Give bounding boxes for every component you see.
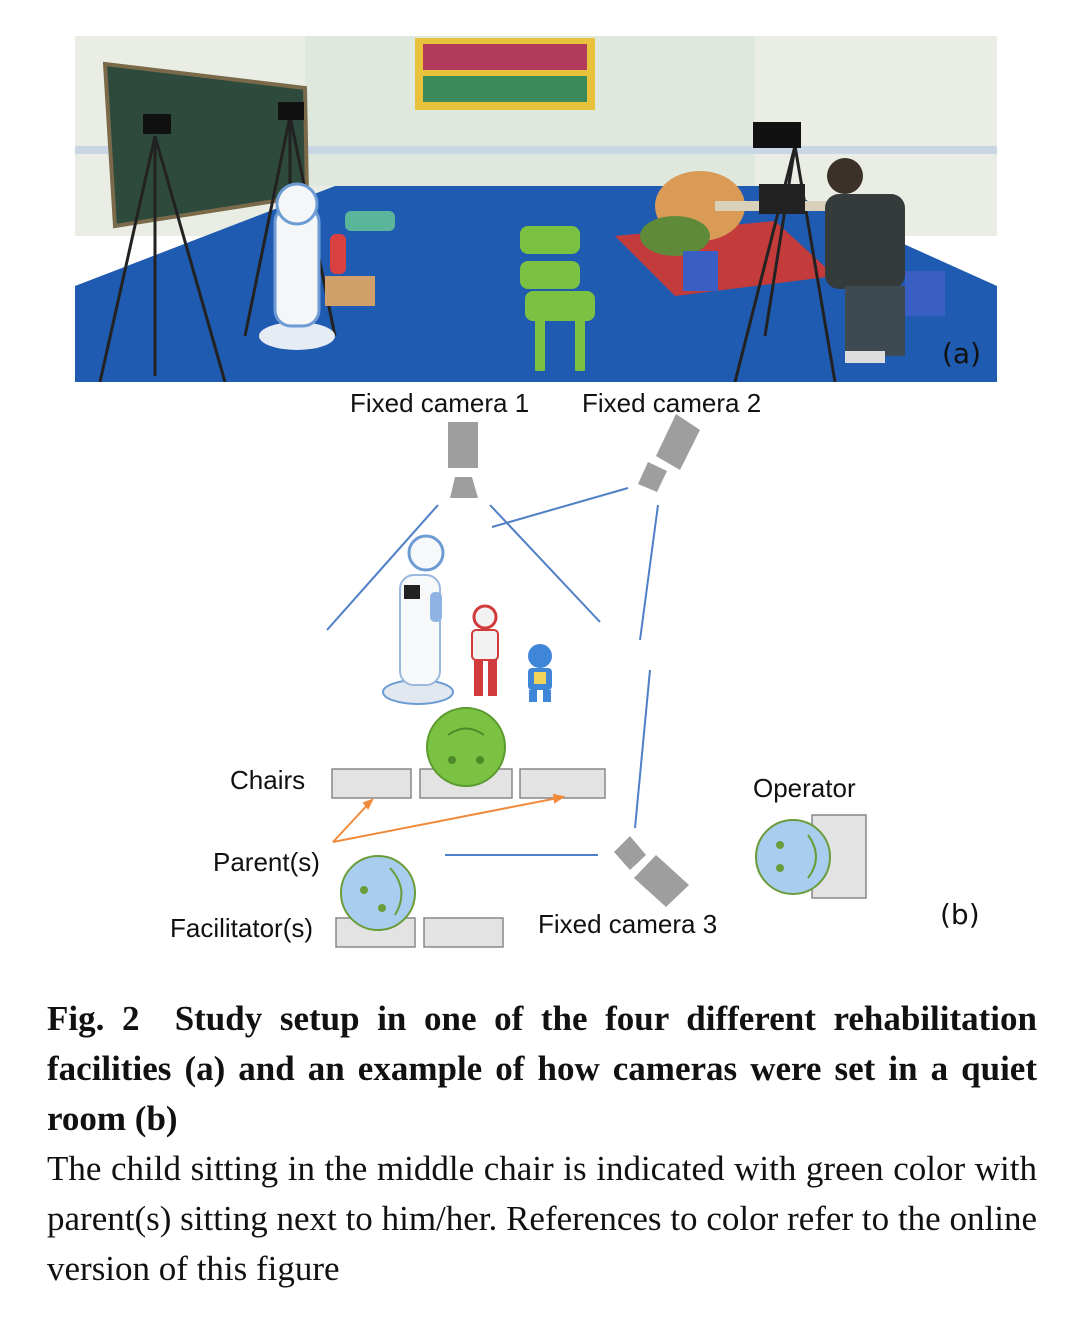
camera3-view-up	[635, 670, 650, 828]
operator-face-icon	[756, 820, 830, 894]
caption-body: The child sitting in the middle chair is indicated with green color with parent(s) sitting next to him/her. References to color refer to the online version of this figure	[47, 1149, 1037, 1288]
robot-blue-icon	[528, 644, 552, 702]
setup-diagram	[0, 382, 1080, 982]
robot-large-icon	[383, 536, 453, 704]
chair-facilitator-right	[424, 918, 503, 947]
fixed-camera-1-icon	[448, 422, 478, 498]
operator-label: Operator	[753, 773, 856, 803]
chair-left	[332, 769, 411, 798]
room-photo-illustration	[75, 36, 997, 382]
figure-caption	[47, 994, 1037, 1294]
facilitators-label: Facilitator(s)	[170, 913, 314, 943]
parents-label: Parent(s)	[213, 847, 320, 877]
caption-title-text: Study setup in one of the four different rehabilitation facilities (a) and an example of how cameras were set in a quiet room (b)	[47, 999, 1037, 1138]
fixed-camera-3-label: Fixed camera 3	[538, 909, 718, 939]
fixed-camera-2-label: Fixed camera 2	[582, 388, 762, 418]
caption-fig-number: Fig. 2	[47, 999, 140, 1038]
facilitator-face-icon	[341, 856, 415, 930]
camera2-view-left	[492, 488, 628, 527]
fixed-camera-2-icon	[638, 414, 700, 492]
fixed-camera-3-icon	[614, 836, 689, 907]
child-face-icon	[427, 708, 505, 786]
room-photo	[75, 36, 997, 382]
setup-diagram-svg	[0, 382, 1080, 982]
camera2-view-down	[640, 505, 658, 640]
chair-right	[520, 769, 605, 798]
chairs-label: Chairs	[230, 765, 306, 795]
fixed-camera-1-label: Fixed camera 1	[350, 388, 530, 418]
panel-label-a: (a)	[941, 337, 981, 370]
caption-title	[47, 994, 1037, 1144]
robot-red-icon	[472, 606, 498, 696]
panel-label-b: (b)	[940, 898, 980, 931]
